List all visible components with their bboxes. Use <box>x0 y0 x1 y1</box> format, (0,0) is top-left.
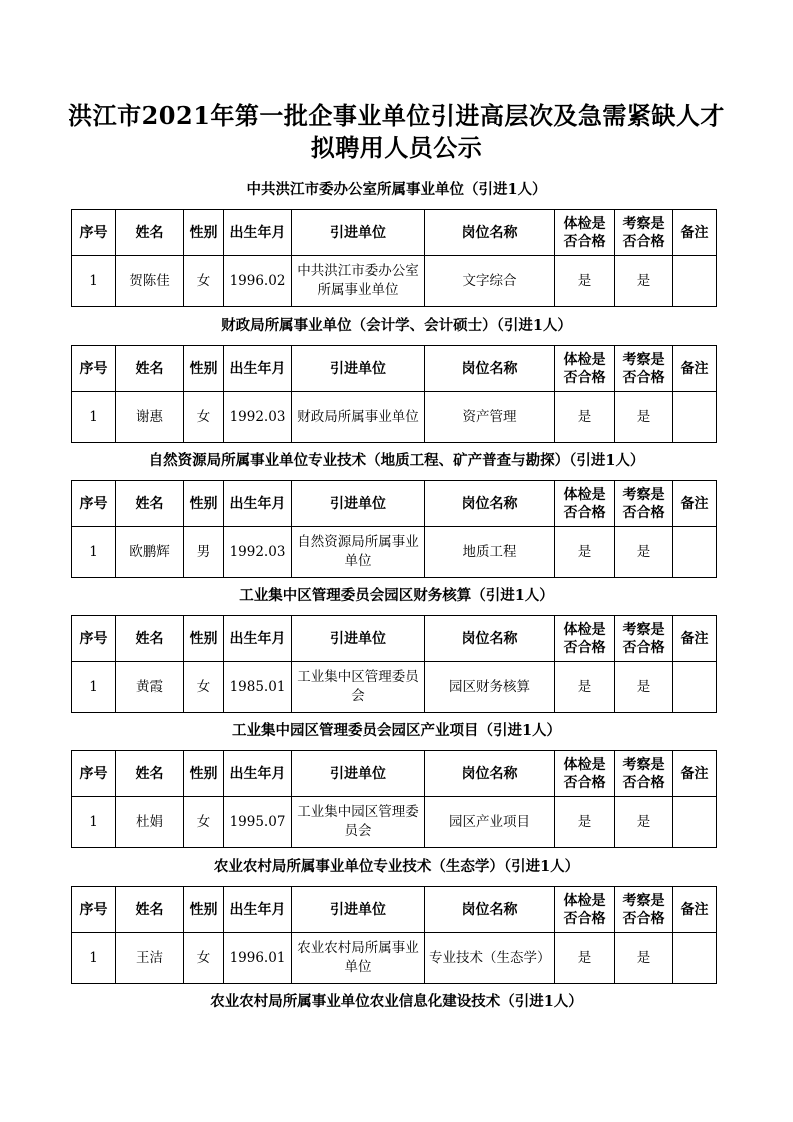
cell-remark <box>673 527 717 578</box>
cell-inspection: 是 <box>615 933 673 984</box>
header-remark <box>673 887 717 933</box>
header-birth-text: 出生年月 <box>229 224 286 241</box>
record-table <box>71 345 717 443</box>
cell-health-check: 是 <box>555 392 615 443</box>
header-birth <box>224 751 292 797</box>
cell-position: 园区财务核算 <box>425 662 555 713</box>
table-header-row <box>72 616 717 662</box>
header-gender <box>184 751 224 797</box>
header-inspection-text: 否合格 <box>622 774 665 791</box>
header-remark-text: 备注 <box>680 360 709 377</box>
header-name-text: 姓名 <box>135 630 164 647</box>
cell-name: 王洁 <box>116 933 184 984</box>
header-gender-text: 性别 <box>189 495 218 512</box>
cell-birth: 1985.01 <box>224 662 292 713</box>
cell-inspection: 是 <box>615 662 673 713</box>
header-unit-text: 引进单位 <box>330 224 386 241</box>
section-title: 农业农村局所属事业单位专业技术（生态学）（引进1人） <box>213 858 580 875</box>
header-index <box>72 481 116 527</box>
cell-position: 文字综合 <box>425 256 555 307</box>
header-name <box>116 616 184 662</box>
section-title: 农业农村局所属事业单位农业信息化建设技术（引进1人） <box>210 993 583 1010</box>
cell-index: 1 <box>72 256 116 307</box>
header-name <box>116 346 184 392</box>
header-name-text: 姓名 <box>135 495 164 512</box>
record-table <box>71 480 717 578</box>
header-unit <box>292 887 425 933</box>
header-remark <box>673 751 717 797</box>
header-name-text: 姓名 <box>135 765 164 782</box>
table-header-row <box>72 210 717 256</box>
header-position-text: 岗位名称 <box>461 224 518 241</box>
cell-remark <box>673 933 717 984</box>
header-index <box>72 751 116 797</box>
header-index <box>72 210 116 256</box>
section-title: 财政局所属事业单位（会计学、会计硕士）（引进1人） <box>221 317 572 334</box>
header-inspection <box>615 481 673 527</box>
header-birth <box>224 481 292 527</box>
header-unit-text: 引进单位 <box>330 901 386 918</box>
header-health-check-text: 否合格 <box>563 910 606 927</box>
header-remark-text: 备注 <box>680 224 709 241</box>
header-gender-text: 性别 <box>189 630 218 647</box>
cell-birth: 1992.03 <box>224 527 292 578</box>
cell-inspection: 是 <box>615 392 673 443</box>
header-gender <box>184 346 224 392</box>
header-inspection-text: 否合格 <box>622 910 665 927</box>
cell-name: 贺陈佳 <box>116 256 184 307</box>
header-index-text: 序号 <box>79 765 108 782</box>
header-position-text: 岗位名称 <box>461 630 518 647</box>
cell-gender: 女 <box>184 392 224 443</box>
header-name <box>116 887 184 933</box>
cell-remark <box>673 392 717 443</box>
header-inspection <box>615 346 673 392</box>
cell-index: 1 <box>72 797 116 848</box>
cell-health-check: 是 <box>555 797 615 848</box>
table-row <box>72 933 717 984</box>
cell-unit: 财政局所属事业单位 <box>292 392 425 443</box>
header-birth <box>224 616 292 662</box>
header-inspection <box>615 887 673 933</box>
header-remark-text: 备注 <box>680 765 709 782</box>
header-inspection <box>615 210 673 256</box>
cell-unit: 工业集中园区管理委员会 <box>292 797 425 848</box>
header-unit <box>292 210 425 256</box>
cell-birth: 1996.01 <box>224 933 292 984</box>
record-table <box>71 615 717 713</box>
header-health-check <box>555 751 615 797</box>
header-inspection-text: 否合格 <box>622 639 665 656</box>
cell-position: 专业技术（生态学） <box>425 933 555 984</box>
cell-birth: 1992.03 <box>224 392 292 443</box>
header-birth-text: 出生年月 <box>229 360 286 377</box>
header-position <box>425 751 555 797</box>
header-unit <box>292 481 425 527</box>
cell-gender: 女 <box>184 256 224 307</box>
cell-position: 资产管理 <box>425 392 555 443</box>
header-index-text: 序号 <box>79 495 108 512</box>
header-position-text: 岗位名称 <box>461 360 518 377</box>
header-name <box>116 481 184 527</box>
table-header-row <box>72 346 717 392</box>
header-health-check-text: 否合格 <box>563 233 606 250</box>
page-subtitle: 拟聘用人员公示 <box>310 133 483 162</box>
cell-index: 1 <box>72 527 116 578</box>
header-unit-text: 引进单位 <box>330 495 386 512</box>
header-index-text: 序号 <box>79 360 108 377</box>
header-health-check <box>555 887 615 933</box>
header-inspection <box>615 751 673 797</box>
header-health-check <box>555 481 615 527</box>
header-inspection-text: 考察是 <box>622 621 665 638</box>
header-position <box>425 346 555 392</box>
cell-index: 1 <box>72 392 116 443</box>
page-title: 洪江市2021年第一批企事业单位引进高层次及急需紧缺人才 <box>68 101 725 130</box>
header-remark <box>673 346 717 392</box>
header-inspection-text: 否合格 <box>622 504 665 521</box>
table-row <box>72 527 717 578</box>
header-unit <box>292 616 425 662</box>
header-health-check-text: 体检是 <box>563 756 606 773</box>
header-birth-text: 出生年月 <box>229 901 286 918</box>
header-position <box>425 481 555 527</box>
cell-unit: 中共洪江市委办公室所属事业单位 <box>292 256 425 307</box>
header-name <box>116 751 184 797</box>
cell-inspection: 是 <box>615 797 673 848</box>
header-birth-text: 出生年月 <box>229 495 286 512</box>
cell-position: 园区产业项目 <box>425 797 555 848</box>
header-unit-text: 引进单位 <box>330 765 386 782</box>
header-name <box>116 210 184 256</box>
header-position-text: 岗位名称 <box>461 495 518 512</box>
cell-gender: 男 <box>184 527 224 578</box>
header-unit <box>292 346 425 392</box>
cell-gender: 女 <box>184 933 224 984</box>
header-position <box>425 616 555 662</box>
table-row <box>72 392 717 443</box>
table-row <box>72 662 717 713</box>
cell-health-check: 是 <box>555 256 615 307</box>
cell-birth: 1996.02 <box>224 256 292 307</box>
header-remark <box>673 616 717 662</box>
header-remark-text: 备注 <box>680 901 709 918</box>
header-health-check-text: 体检是 <box>563 621 606 638</box>
header-health-check-text: 体检是 <box>563 486 606 503</box>
header-birth <box>224 346 292 392</box>
record-table <box>71 209 717 307</box>
header-birth-text: 出生年月 <box>229 765 286 782</box>
header-inspection-text: 考察是 <box>622 351 665 368</box>
section-title: 工业集中区管理委员会园区财务核算（引进1人） <box>239 587 554 604</box>
header-index-text: 序号 <box>79 630 108 647</box>
table-header-row <box>72 751 717 797</box>
header-index <box>72 346 116 392</box>
cell-name: 杜娟 <box>116 797 184 848</box>
header-unit-text: 引进单位 <box>330 360 386 377</box>
cell-health-check: 是 <box>555 527 615 578</box>
header-birth <box>224 887 292 933</box>
header-position-text: 岗位名称 <box>461 901 518 918</box>
header-remark <box>673 210 717 256</box>
header-health-check <box>555 210 615 256</box>
header-index <box>72 887 116 933</box>
header-index <box>72 616 116 662</box>
cell-inspection: 是 <box>615 256 673 307</box>
cell-health-check: 是 <box>555 662 615 713</box>
header-health-check-text: 否合格 <box>563 774 606 791</box>
cell-name: 谢惠 <box>116 392 184 443</box>
header-name-text: 姓名 <box>135 901 164 918</box>
cell-unit: 工业集中区管理委员会 <box>292 662 425 713</box>
cell-birth: 1995.07 <box>224 797 292 848</box>
cell-inspection: 是 <box>615 527 673 578</box>
cell-index: 1 <box>72 933 116 984</box>
table-row <box>72 797 717 848</box>
header-inspection-text: 考察是 <box>622 215 665 232</box>
header-health-check <box>555 346 615 392</box>
header-inspection-text: 考察是 <box>622 756 665 773</box>
header-inspection-text: 考察是 <box>622 892 665 909</box>
header-inspection-text: 否合格 <box>622 369 665 386</box>
cell-unit: 自然资源局所属事业单位 <box>292 527 425 578</box>
table-header-row <box>72 481 717 527</box>
cell-name: 黄霞 <box>116 662 184 713</box>
header-health-check-text: 否合格 <box>563 639 606 656</box>
header-health-check <box>555 616 615 662</box>
header-index-text: 序号 <box>79 224 108 241</box>
header-position <box>425 210 555 256</box>
header-inspection <box>615 616 673 662</box>
header-gender <box>184 616 224 662</box>
cell-unit: 农业农村局所属事业单位 <box>292 933 425 984</box>
cell-name: 欧鹏辉 <box>116 527 184 578</box>
cell-gender: 女 <box>184 797 224 848</box>
header-remark <box>673 481 717 527</box>
cell-remark <box>673 797 717 848</box>
header-gender <box>184 887 224 933</box>
header-inspection-text: 否合格 <box>622 233 665 250</box>
cell-remark <box>673 256 717 307</box>
header-birth-text: 出生年月 <box>229 630 286 647</box>
table-row <box>72 256 717 307</box>
cell-health-check: 是 <box>555 933 615 984</box>
header-gender-text: 性别 <box>189 901 218 918</box>
header-remark-text: 备注 <box>680 630 709 647</box>
header-position <box>425 887 555 933</box>
section-title: 工业集中园区管理委员会园区产业项目（引进1人） <box>231 722 562 739</box>
header-health-check-text: 否合格 <box>563 504 606 521</box>
header-health-check-text: 体检是 <box>563 215 606 232</box>
cell-remark <box>673 662 717 713</box>
header-index-text: 序号 <box>79 901 108 918</box>
header-gender <box>184 210 224 256</box>
section-title: 中共洪江市委办公室所属事业单位（引进1人） <box>246 181 547 198</box>
record-table <box>71 750 717 848</box>
header-birth <box>224 210 292 256</box>
cell-position: 地质工程 <box>425 527 555 578</box>
cell-index: 1 <box>72 662 116 713</box>
cell-gender: 女 <box>184 662 224 713</box>
header-gender-text: 性别 <box>189 360 218 377</box>
header-remark-text: 备注 <box>680 495 709 512</box>
header-gender <box>184 481 224 527</box>
header-health-check-text: 体检是 <box>563 892 606 909</box>
header-health-check-text: 体检是 <box>563 351 606 368</box>
header-unit <box>292 751 425 797</box>
table-header-row <box>72 887 717 933</box>
header-unit-text: 引进单位 <box>330 630 386 647</box>
header-position-text: 岗位名称 <box>461 765 518 782</box>
header-name-text: 姓名 <box>135 224 164 241</box>
header-gender-text: 性别 <box>189 224 218 241</box>
section-title: 自然资源局所属事业单位专业技术（地质工程、矿产普查与勘探）（引进1人） <box>148 452 645 469</box>
record-table <box>71 886 717 984</box>
header-health-check-text: 否合格 <box>563 369 606 386</box>
header-name-text: 姓名 <box>135 360 164 377</box>
header-gender-text: 性别 <box>189 765 218 782</box>
header-inspection-text: 考察是 <box>622 486 665 503</box>
